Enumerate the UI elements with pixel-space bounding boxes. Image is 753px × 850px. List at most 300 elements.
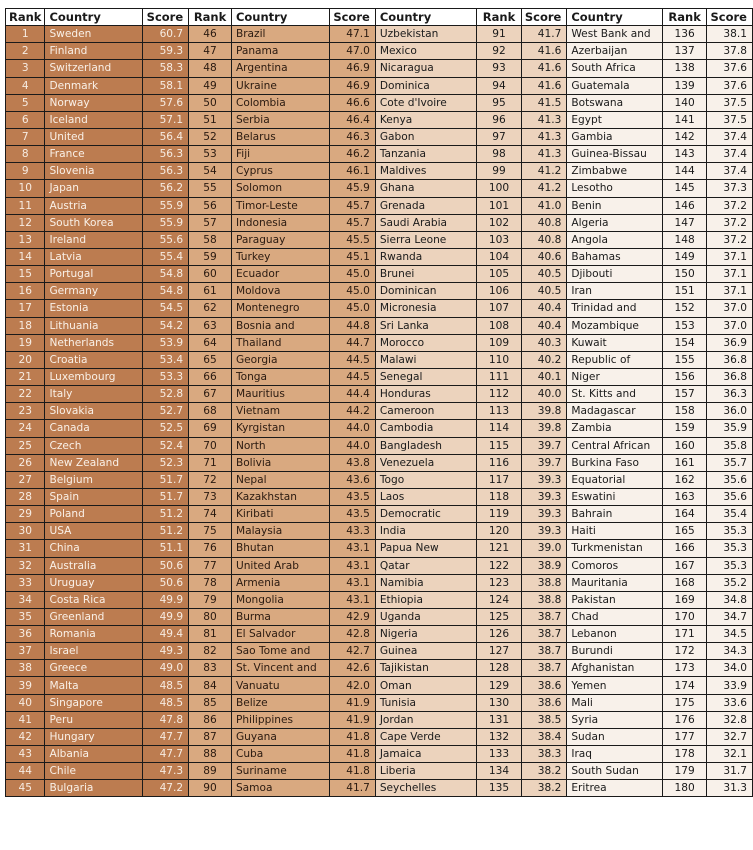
country-cell: Poland xyxy=(45,506,143,523)
score-cell: 59.3 xyxy=(143,43,189,60)
rank-cell: 153 xyxy=(662,317,707,334)
score-cell: 41.9 xyxy=(330,694,375,711)
country-cell: Montenegro xyxy=(231,300,329,317)
country-cell: Malta xyxy=(45,677,143,694)
table-row xyxy=(6,643,753,660)
score-cell: 43.1 xyxy=(330,574,375,591)
rank-cell: 29 xyxy=(6,506,45,523)
country-cell: Iceland xyxy=(45,111,143,128)
rank-cell: 95 xyxy=(477,94,522,111)
rank-cell: 166 xyxy=(662,540,707,557)
country-cell: Sierra Leone xyxy=(375,231,476,248)
score-cell: 32.1 xyxy=(707,746,753,763)
score-cell: 43.1 xyxy=(330,557,375,574)
score-cell: 44.8 xyxy=(330,317,375,334)
country-cell: Kenya xyxy=(375,111,476,128)
score-cell: 42.8 xyxy=(330,626,375,643)
score-cell: 48.5 xyxy=(143,694,189,711)
rank-cell: 51 xyxy=(189,111,232,128)
rank-cell: 179 xyxy=(662,763,707,780)
country-cell: Timor-Leste xyxy=(231,197,329,214)
country-cell: Greece xyxy=(45,660,143,677)
country-cell: Cape Verde xyxy=(375,728,476,745)
country-cell: Comoros xyxy=(567,557,662,574)
country-cell: Eritrea xyxy=(567,780,662,797)
score-cell: 40.0 xyxy=(521,386,566,403)
country-cell: Mauritius xyxy=(231,386,329,403)
score-cell: 35.9 xyxy=(707,420,753,437)
country-cell: Cameroon xyxy=(375,403,476,420)
table-row xyxy=(6,283,753,300)
score-cell: 40.1 xyxy=(521,368,566,385)
country-cell: Chad xyxy=(567,608,662,625)
header-score: Score xyxy=(521,9,566,26)
score-cell: 47.7 xyxy=(143,728,189,745)
rank-cell: 52 xyxy=(189,128,232,145)
table-row xyxy=(6,266,753,283)
rank-cell: 44 xyxy=(6,763,45,780)
table-row xyxy=(6,728,753,745)
score-cell: 41.8 xyxy=(330,746,375,763)
rank-cell: 115 xyxy=(477,437,522,454)
score-cell: 40.2 xyxy=(521,351,566,368)
header-country: Country xyxy=(45,9,143,26)
rank-cell: 125 xyxy=(477,608,522,625)
country-cell: Afghanistan xyxy=(567,660,662,677)
score-cell: 39.3 xyxy=(521,523,566,540)
rank-cell: 120 xyxy=(477,523,522,540)
score-cell: 37.1 xyxy=(707,248,753,265)
rank-cell: 119 xyxy=(477,506,522,523)
table-row xyxy=(6,403,753,420)
rank-cell: 97 xyxy=(477,128,522,145)
country-cell: Israel xyxy=(45,643,143,660)
score-cell: 37.6 xyxy=(707,77,753,94)
table-row xyxy=(6,454,753,471)
rank-cell: 143 xyxy=(662,146,707,163)
country-cell: Finland xyxy=(45,43,143,60)
rank-cell: 56 xyxy=(189,197,232,214)
score-cell: 53.3 xyxy=(143,368,189,385)
rank-cell: 14 xyxy=(6,248,45,265)
country-cell: Eswatini xyxy=(567,488,662,505)
score-cell: 54.2 xyxy=(143,317,189,334)
score-cell: 39.3 xyxy=(521,488,566,505)
rank-cell: 98 xyxy=(477,146,522,163)
country-cell: Solomon xyxy=(231,180,329,197)
score-cell: 38.9 xyxy=(521,557,566,574)
country-cell: Bulgaria xyxy=(45,780,143,797)
score-cell: 38.2 xyxy=(521,780,566,797)
score-cell: 56.3 xyxy=(143,163,189,180)
score-cell: 49.9 xyxy=(143,591,189,608)
score-cell: 37.0 xyxy=(707,300,753,317)
rank-cell: 81 xyxy=(189,626,232,643)
rank-cell: 144 xyxy=(662,163,707,180)
country-cell: Ireland xyxy=(45,231,143,248)
rank-cell: 88 xyxy=(189,746,232,763)
country-cell: Brazil xyxy=(231,26,329,43)
rank-cell: 102 xyxy=(477,214,522,231)
score-cell: 54.8 xyxy=(143,283,189,300)
country-cell: Chile xyxy=(45,763,143,780)
score-cell: 45.9 xyxy=(330,180,375,197)
score-cell: 35.7 xyxy=(707,454,753,471)
country-cell: Philippines xyxy=(231,711,329,728)
rank-cell: 101 xyxy=(477,197,522,214)
country-cell: Morocco xyxy=(375,334,476,351)
country-cell: Turkey xyxy=(231,248,329,265)
country-cell: Lesotho xyxy=(567,180,662,197)
header-score: Score xyxy=(143,9,189,26)
country-cell: Togo xyxy=(375,471,476,488)
country-cell: Malawi xyxy=(375,351,476,368)
country-cell: Algeria xyxy=(567,214,662,231)
country-cell: Maldives xyxy=(375,163,476,180)
score-cell: 41.2 xyxy=(521,163,566,180)
score-cell: 36.9 xyxy=(707,334,753,351)
rank-cell: 177 xyxy=(662,728,707,745)
score-cell: 32.8 xyxy=(707,711,753,728)
country-cell: Oman xyxy=(375,677,476,694)
country-cell: Guatemala xyxy=(567,77,662,94)
score-cell: 41.9 xyxy=(330,711,375,728)
country-cell: Lebanon xyxy=(567,626,662,643)
rank-cell: 157 xyxy=(662,386,707,403)
rank-cell: 54 xyxy=(189,163,232,180)
rank-cell: 168 xyxy=(662,574,707,591)
rank-cell: 94 xyxy=(477,77,522,94)
country-cell: United xyxy=(45,128,143,145)
country-cell: Kiribati xyxy=(231,506,329,523)
country-cell: Belize xyxy=(231,694,329,711)
score-cell: 42.6 xyxy=(330,660,375,677)
country-cell: Grenada xyxy=(375,197,476,214)
table-row xyxy=(6,351,753,368)
table-row xyxy=(6,77,753,94)
rank-cell: 128 xyxy=(477,660,522,677)
score-cell: 40.4 xyxy=(521,317,566,334)
score-cell: 55.4 xyxy=(143,248,189,265)
rank-cell: 83 xyxy=(189,660,232,677)
rank-cell: 35 xyxy=(6,608,45,625)
table-row xyxy=(6,540,753,557)
country-cell: Australia xyxy=(45,557,143,574)
rank-cell: 114 xyxy=(477,420,522,437)
header-score: Score xyxy=(330,9,375,26)
rank-cell: 79 xyxy=(189,591,232,608)
rank-cell: 36 xyxy=(6,626,45,643)
country-cell: Cote d'Ivoire xyxy=(375,94,476,111)
country-cell: South Africa xyxy=(567,60,662,77)
score-cell: 55.9 xyxy=(143,214,189,231)
table-row xyxy=(6,420,753,437)
score-cell: 44.4 xyxy=(330,386,375,403)
country-cell: Trinidad and xyxy=(567,300,662,317)
rank-cell: 161 xyxy=(662,454,707,471)
rank-cell: 31 xyxy=(6,540,45,557)
country-cell: United Arab xyxy=(231,557,329,574)
country-cell: Tajikistan xyxy=(375,660,476,677)
score-cell: 47.1 xyxy=(330,26,375,43)
rank-cell: 59 xyxy=(189,248,232,265)
score-cell: 47.2 xyxy=(143,780,189,797)
country-cell: Nicaragua xyxy=(375,60,476,77)
header-country: Country xyxy=(567,9,662,26)
rank-cell: 136 xyxy=(662,26,707,43)
country-cell: Canada xyxy=(45,420,143,437)
score-cell: 37.1 xyxy=(707,283,753,300)
country-cell: Colombia xyxy=(231,94,329,111)
score-cell: 34.8 xyxy=(707,591,753,608)
table-row xyxy=(6,43,753,60)
country-cell: Cambodia xyxy=(375,420,476,437)
rank-cell: 105 xyxy=(477,266,522,283)
score-cell: 41.3 xyxy=(521,128,566,145)
rank-cell: 139 xyxy=(662,77,707,94)
rank-cell: 65 xyxy=(189,351,232,368)
country-cell: Madagascar xyxy=(567,403,662,420)
score-cell: 47.8 xyxy=(143,711,189,728)
score-cell: 39.7 xyxy=(521,437,566,454)
country-cell: Guinea-Bissau xyxy=(567,146,662,163)
score-cell: 46.9 xyxy=(330,60,375,77)
country-cell: Singapore xyxy=(45,694,143,711)
score-cell: 41.6 xyxy=(521,60,566,77)
table-row xyxy=(6,26,753,43)
table-row xyxy=(6,780,753,797)
rank-cell: 150 xyxy=(662,266,707,283)
score-cell: 41.0 xyxy=(521,197,566,214)
score-cell: 50.6 xyxy=(143,574,189,591)
score-cell: 37.2 xyxy=(707,231,753,248)
score-cell: 46.3 xyxy=(330,128,375,145)
country-cell: Peru xyxy=(45,711,143,728)
rank-cell: 110 xyxy=(477,351,522,368)
rank-cell: 151 xyxy=(662,283,707,300)
rank-cell: 7 xyxy=(6,128,45,145)
table-row xyxy=(6,163,753,180)
country-cell: Portugal xyxy=(45,266,143,283)
rank-cell: 160 xyxy=(662,437,707,454)
rank-cell: 67 xyxy=(189,386,232,403)
rank-cell: 121 xyxy=(477,540,522,557)
score-cell: 37.6 xyxy=(707,60,753,77)
country-cell: Hungary xyxy=(45,728,143,745)
rank-cell: 116 xyxy=(477,454,522,471)
score-cell: 37.4 xyxy=(707,163,753,180)
country-cell: Zimbabwe xyxy=(567,163,662,180)
score-cell: 52.4 xyxy=(143,437,189,454)
header-rank: Rank xyxy=(477,9,522,26)
rank-cell: 147 xyxy=(662,214,707,231)
country-cell: Azerbaijan xyxy=(567,43,662,60)
rank-cell: 174 xyxy=(662,677,707,694)
rank-cell: 28 xyxy=(6,488,45,505)
country-cell: Switzerland xyxy=(45,60,143,77)
rank-cell: 89 xyxy=(189,763,232,780)
country-cell: Sri Lanka xyxy=(375,317,476,334)
country-cell: South Korea xyxy=(45,214,143,231)
rank-cell: 10 xyxy=(6,180,45,197)
score-cell: 35.2 xyxy=(707,574,753,591)
rank-cell: 49 xyxy=(189,77,232,94)
rank-cell: 158 xyxy=(662,403,707,420)
rank-cell: 169 xyxy=(662,591,707,608)
table-row xyxy=(6,746,753,763)
country-cell: Croatia xyxy=(45,351,143,368)
country-cell: Georgia xyxy=(231,351,329,368)
score-cell: 38.8 xyxy=(521,591,566,608)
rank-cell: 69 xyxy=(189,420,232,437)
score-cell: 34.7 xyxy=(707,608,753,625)
country-cell: Argentina xyxy=(231,60,329,77)
score-cell: 31.7 xyxy=(707,763,753,780)
rank-cell: 60 xyxy=(189,266,232,283)
score-cell: 37.4 xyxy=(707,146,753,163)
country-cell: Tonga xyxy=(231,368,329,385)
score-cell: 44.0 xyxy=(330,420,375,437)
rank-cell: 84 xyxy=(189,677,232,694)
country-cell: Sweden xyxy=(45,26,143,43)
score-cell: 40.6 xyxy=(521,248,566,265)
table-row xyxy=(6,248,753,265)
rank-cell: 90 xyxy=(189,780,232,797)
rank-cell: 140 xyxy=(662,94,707,111)
country-cell: Slovenia xyxy=(45,163,143,180)
score-cell: 41.8 xyxy=(330,728,375,745)
score-cell: 35.3 xyxy=(707,523,753,540)
score-cell: 58.1 xyxy=(143,77,189,94)
country-cell: Iran xyxy=(567,283,662,300)
rank-cell: 15 xyxy=(6,266,45,283)
country-cell: El Salvador xyxy=(231,626,329,643)
rank-cell: 132 xyxy=(477,728,522,745)
country-cell: Yemen xyxy=(567,677,662,694)
table-row xyxy=(6,368,753,385)
table-row xyxy=(6,231,753,248)
score-cell: 36.3 xyxy=(707,386,753,403)
rank-cell: 155 xyxy=(662,351,707,368)
country-cell: Pakistan xyxy=(567,591,662,608)
table-row xyxy=(6,317,753,334)
rank-cell: 38 xyxy=(6,660,45,677)
rank-cell: 53 xyxy=(189,146,232,163)
rank-cell: 109 xyxy=(477,334,522,351)
rank-cell: 138 xyxy=(662,60,707,77)
score-cell: 43.6 xyxy=(330,471,375,488)
country-cell: Sao Tome and xyxy=(231,643,329,660)
score-cell: 38.7 xyxy=(521,660,566,677)
rank-cell: 96 xyxy=(477,111,522,128)
score-cell: 38.6 xyxy=(521,694,566,711)
rank-cell: 162 xyxy=(662,471,707,488)
country-cell: Djibouti xyxy=(567,266,662,283)
rank-cell: 137 xyxy=(662,43,707,60)
score-cell: 36.0 xyxy=(707,403,753,420)
rank-cell: 50 xyxy=(189,94,232,111)
rank-cell: 8 xyxy=(6,146,45,163)
score-cell: 45.1 xyxy=(330,248,375,265)
table-row xyxy=(6,94,753,111)
rank-cell: 34 xyxy=(6,591,45,608)
rank-cell: 46 xyxy=(189,26,232,43)
score-cell: 37.0 xyxy=(707,317,753,334)
rank-cell: 167 xyxy=(662,557,707,574)
score-cell: 47.7 xyxy=(143,746,189,763)
rank-cell: 92 xyxy=(477,43,522,60)
score-cell: 45.7 xyxy=(330,214,375,231)
header-country: Country xyxy=(375,9,476,26)
score-cell: 51.7 xyxy=(143,488,189,505)
table-row xyxy=(6,300,753,317)
score-cell: 53.4 xyxy=(143,351,189,368)
score-cell: 38.7 xyxy=(521,626,566,643)
header-row xyxy=(6,9,753,26)
rank-cell: 164 xyxy=(662,506,707,523)
rank-cell: 62 xyxy=(189,300,232,317)
header-rank: Rank xyxy=(662,9,707,26)
country-cell: Bhutan xyxy=(231,540,329,557)
rank-cell: 74 xyxy=(189,506,232,523)
country-cell: Ghana xyxy=(375,180,476,197)
country-cell: Greenland xyxy=(45,608,143,625)
country-cell: Austria xyxy=(45,197,143,214)
header-rank: Rank xyxy=(6,9,45,26)
table-row xyxy=(6,523,753,540)
rank-cell: 63 xyxy=(189,317,232,334)
table-row xyxy=(6,660,753,677)
table-row xyxy=(6,557,753,574)
country-cell: Malaysia xyxy=(231,523,329,540)
score-cell: 40.5 xyxy=(521,266,566,283)
rank-cell: 133 xyxy=(477,746,522,763)
score-cell: 44.5 xyxy=(330,368,375,385)
table-row xyxy=(6,334,753,351)
score-cell: 31.3 xyxy=(707,780,753,797)
score-cell: 51.2 xyxy=(143,523,189,540)
country-cell: Guyana xyxy=(231,728,329,745)
country-cell: Japan xyxy=(45,180,143,197)
rank-cell: 16 xyxy=(6,283,45,300)
score-cell: 39.8 xyxy=(521,403,566,420)
score-cell: 43.8 xyxy=(330,454,375,471)
score-cell: 42.7 xyxy=(330,643,375,660)
score-cell: 39.7 xyxy=(521,454,566,471)
score-cell: 45.0 xyxy=(330,266,375,283)
score-cell: 37.8 xyxy=(707,43,753,60)
rank-cell: 152 xyxy=(662,300,707,317)
country-cell: Egypt xyxy=(567,111,662,128)
score-cell: 36.8 xyxy=(707,368,753,385)
table-row xyxy=(6,574,753,591)
rank-cell: 61 xyxy=(189,283,232,300)
rank-cell: 1 xyxy=(6,26,45,43)
country-cell: Thailand xyxy=(231,334,329,351)
header-rank: Rank xyxy=(189,9,232,26)
rank-cell: 66 xyxy=(189,368,232,385)
rank-cell: 145 xyxy=(662,180,707,197)
rank-cell: 42 xyxy=(6,728,45,745)
score-cell: 37.5 xyxy=(707,111,753,128)
score-cell: 43.1 xyxy=(330,540,375,557)
score-cell: 45.5 xyxy=(330,231,375,248)
rank-cell: 4 xyxy=(6,77,45,94)
table-row xyxy=(6,146,753,163)
score-cell: 56.2 xyxy=(143,180,189,197)
score-cell: 38.7 xyxy=(521,643,566,660)
rank-cell: 57 xyxy=(189,214,232,231)
